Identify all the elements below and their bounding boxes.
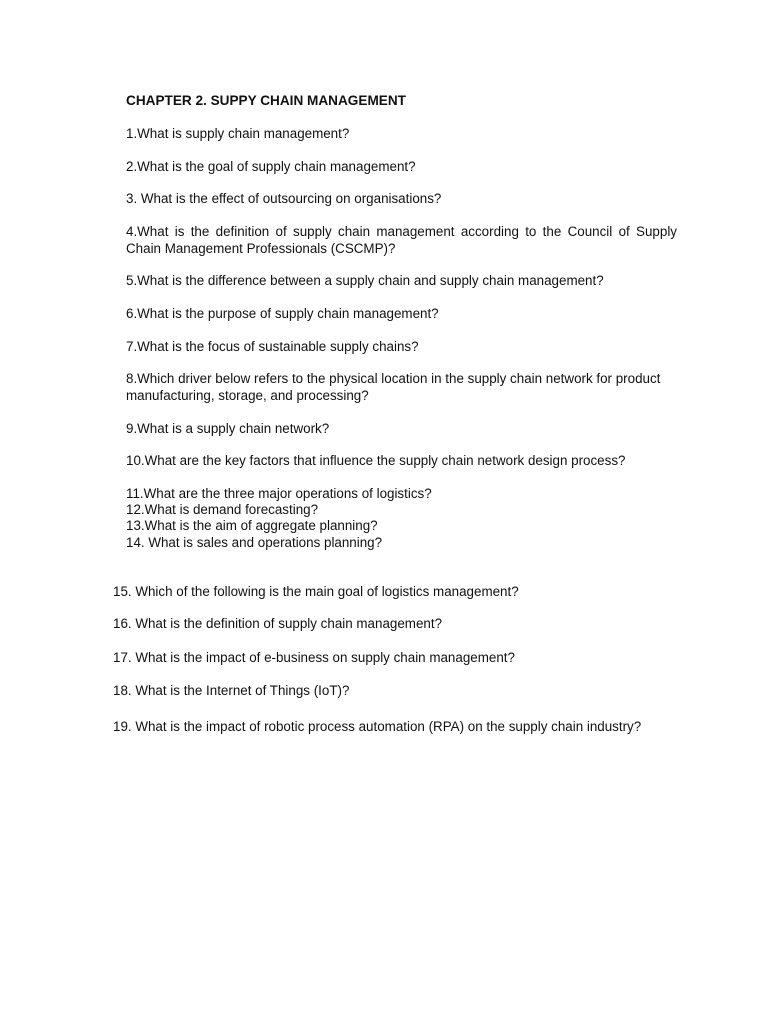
question-8: 8.Which driver below refers to the physical location in the supply chain network for product manufacturing, storage, and processing? xyxy=(126,371,661,403)
question-14: 14. What is sales and operations planning? xyxy=(126,535,383,550)
chapter-title: CHAPTER 2. SUPPY CHAIN MANAGEMENT xyxy=(126,93,406,108)
question-19: 19. What is the impact of robotic process automation (RPA) on the supply chain industry? xyxy=(113,719,642,734)
question-13: 13.What is the aim of aggregate planning? xyxy=(126,518,378,533)
question-5: 5.What is the difference between a supply chain and supply chain management? xyxy=(126,273,604,288)
question-6: 6.What is the purpose of supply chain management? xyxy=(126,306,439,321)
question-17: 17. What is the impact of e-business on supply chain management? xyxy=(113,650,515,665)
question-11: 11.What are the three major operations of logistics? xyxy=(126,486,432,501)
question-7: 7.What is the focus of sustainable supply chains? xyxy=(126,339,419,354)
question-18: 18. What is the Internet of Things (IoT)? xyxy=(113,683,350,698)
question-4: 4.What is the definition of supply chain management according to the Council of Supply Chain Management Professionals (CSCMP)? xyxy=(126,224,677,256)
question-2: 2.What is the goal of supply chain management? xyxy=(126,159,416,174)
question-10: 10.What are the key factors that influence the supply chain network design process? xyxy=(126,453,626,468)
question-12: 12.What is demand forecasting? xyxy=(126,502,319,517)
question-3: 3. What is the effect of outsourcing on organisations? xyxy=(126,191,442,206)
question-16: 16. What is the definition of supply chain management? xyxy=(113,616,443,631)
question-9: 9.What is a supply chain network? xyxy=(126,421,330,436)
question-1: 1.What is supply chain management? xyxy=(126,126,350,141)
question-15: 15. Which of the following is the main goal of logistics management? xyxy=(113,584,519,599)
